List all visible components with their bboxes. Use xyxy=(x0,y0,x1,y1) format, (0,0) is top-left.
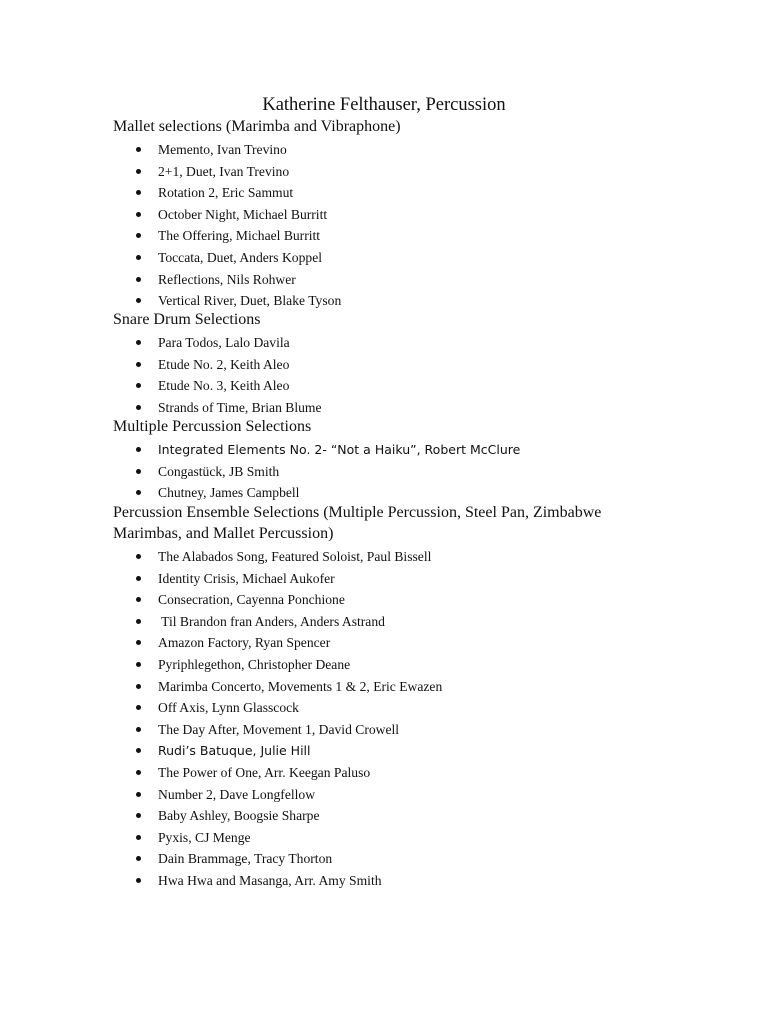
bullet-icon xyxy=(136,576,141,581)
list-item: Rudi’s Batuque, Julie Hill xyxy=(133,740,653,762)
list-item: Etude No. 2, Keith Aleo xyxy=(133,354,653,376)
bullet-icon xyxy=(136,619,141,624)
page-title: Katherine Felthauser, Percussion xyxy=(262,95,506,115)
section-heading-snare: Snare Drum Selections xyxy=(113,311,261,328)
bullet-icon xyxy=(136,705,141,710)
list-item: Pyriphlegethon, Christopher Deane xyxy=(133,654,653,676)
bullet-icon xyxy=(136,255,141,260)
section-heading-ensemble-line2: Marimbas, and Mallet Percussion) xyxy=(113,525,334,542)
bullet-icon xyxy=(136,770,141,775)
bullet-icon xyxy=(136,597,141,602)
bullet-icon xyxy=(136,212,141,217)
list-item: Identity Crisis, Michael Aukofer xyxy=(133,568,653,590)
bullet-icon xyxy=(136,813,141,818)
section-heading-ensemble-line1: Percussion Ensemble Selections (Multiple Percussion, Steel Pan, Zimbabwe xyxy=(113,504,602,521)
list-item: Dain Brammage, Tracy Thorton xyxy=(133,848,653,870)
list-item: Baby Ashley, Boogsie Sharpe xyxy=(133,805,653,827)
bullet-icon xyxy=(136,340,141,345)
bullet-icon xyxy=(136,362,141,367)
bullet-icon xyxy=(136,878,141,883)
list-item: Til Brandon fran Anders, Anders Astrand xyxy=(133,611,653,633)
bullet-icon xyxy=(136,277,141,282)
section-heading-multiple: Multiple Percussion Selections xyxy=(113,418,312,435)
list-item: Strands of Time, Brian Blume xyxy=(133,397,653,419)
list-item: The Offering, Michael Burritt xyxy=(133,225,653,247)
list-item: Hwa Hwa and Masanga, Arr. Amy Smith xyxy=(133,870,653,892)
bullet-icon xyxy=(136,233,141,238)
list-item: Number 2, Dave Longfellow xyxy=(133,784,653,806)
bullet-icon xyxy=(136,640,141,645)
bullet-icon xyxy=(136,447,141,452)
bullet-icon xyxy=(136,856,141,861)
bullet-icon xyxy=(136,490,141,495)
list-item: Rotation 2, Eric Sammut xyxy=(133,182,653,204)
bullet-icon xyxy=(136,835,141,840)
list-item: 2+1, Duet, Ivan Trevino xyxy=(133,161,653,183)
bullet-icon xyxy=(136,190,141,195)
list-item: Vertical River, Duet, Blake Tyson xyxy=(133,290,653,312)
bullet-icon xyxy=(136,684,141,689)
bullet-icon xyxy=(136,792,141,797)
bullet-icon xyxy=(136,147,141,152)
list-item: Off Axis, Lynn Glasscock xyxy=(133,697,653,719)
bullet-icon xyxy=(136,554,141,559)
list-item: Consecration, Cayenna Ponchione xyxy=(133,589,653,611)
list-item: Pyxis, CJ Menge xyxy=(133,827,653,849)
bullet-icon xyxy=(136,169,141,174)
list-item: Congastück, JB Smith xyxy=(133,461,653,483)
bullet-icon xyxy=(136,405,141,410)
list-item: October Night, Michael Burritt xyxy=(133,204,653,226)
list-item: The Day After, Movement 1, David Crowell xyxy=(133,719,653,741)
list-item: Memento, Ivan Trevino xyxy=(133,139,653,161)
section-heading-mallet: Mallet selections (Marimba and Vibraphone) xyxy=(113,118,401,135)
bullet-icon xyxy=(136,383,141,388)
mallet-list xyxy=(133,139,653,312)
multiple-list xyxy=(133,439,653,504)
bullet-icon xyxy=(136,662,141,667)
bullet-icon xyxy=(136,469,141,474)
bullet-icon xyxy=(136,748,141,753)
list-item: Chutney, James Campbell xyxy=(133,482,653,504)
list-item: Toccata, Duet, Anders Koppel xyxy=(133,247,653,269)
list-item: Para Todos, Lalo Davila xyxy=(133,332,653,354)
list-item: Integrated Elements No. 2- “Not a Haiku”, Robert McClure xyxy=(133,439,653,461)
list-item: Etude No. 3, Keith Aleo xyxy=(133,375,653,397)
list-item: Reflections, Nils Rohwer xyxy=(133,269,653,291)
list-item: The Power of One, Arr. Keegan Paluso xyxy=(133,762,653,784)
list-item: Marimba Concerto, Movements 1 & 2, Eric Ewazen xyxy=(133,676,653,698)
bullet-icon xyxy=(136,298,141,303)
ensemble-list xyxy=(133,546,653,892)
list-item: The Alabados Song, Featured Soloist, Paul Bissell xyxy=(133,546,653,568)
list-item: Amazon Factory, Ryan Spencer xyxy=(133,632,653,654)
snare-list xyxy=(133,332,653,418)
bullet-icon xyxy=(136,727,141,732)
